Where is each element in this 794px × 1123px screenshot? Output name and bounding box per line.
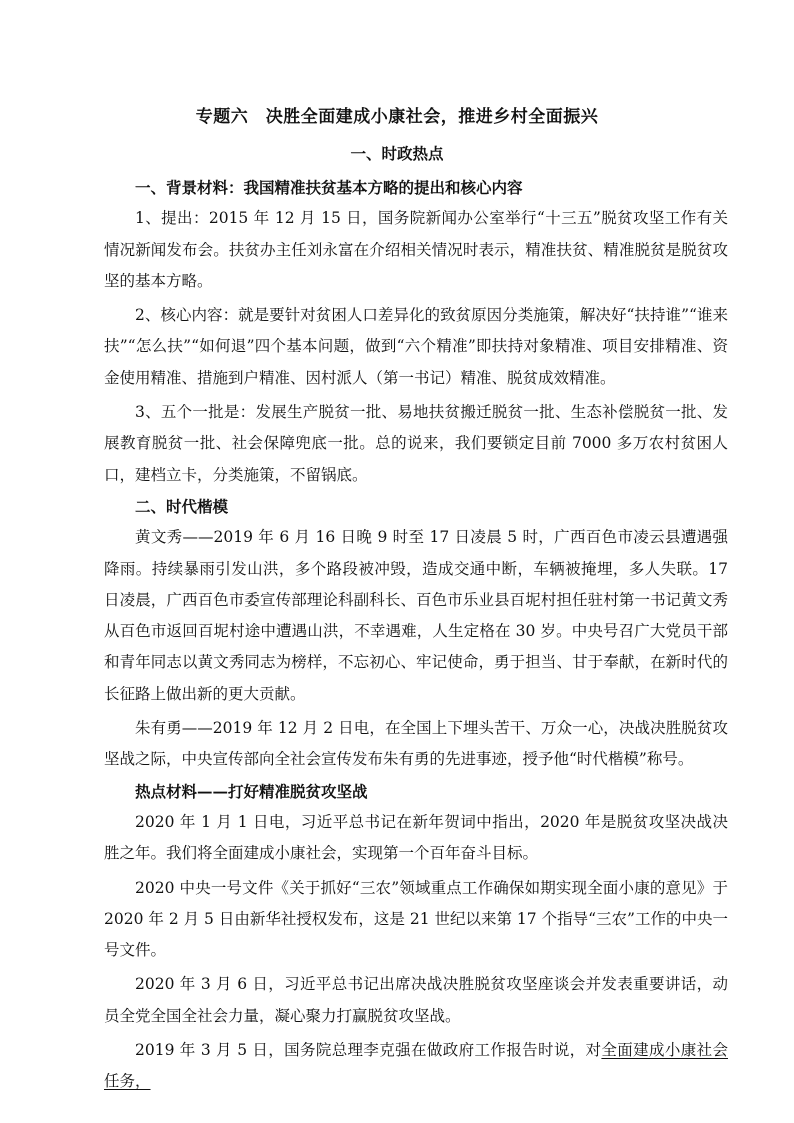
- paragraph-2019-text: 2019 年 3 月 5 日，国务院总理李克强在做政府工作报告时说，对: [135, 1041, 602, 1060]
- paragraph-zhu-youyong: 朱有勇——2019 年 12 月 2 日电，在全国上下埋头苦干、万众一心，决战决胜脱贫攻坚战之际，中央宣传部向全社会宣传发布朱有勇的先进事迹，授予他“时代楷模”称号。: [104, 719, 728, 769]
- paragraph-central-document-one: 2020 中央一号文件《关于抓好“三农”领域重点工作确保如期实现全面小康的意见》于 2020 年 2 月 5 日由新华社授权发布，这是 21 世纪以来第 17 个指导“三农”工作的中央一号文件。: [104, 878, 728, 960]
- underlined-phrase: 全面建成小康社会任务，: [104, 1041, 728, 1091]
- paragraph-core-content: 2、核心内容：就是要针对贫困人口差异化的致贫原因分类施策，解决好“扶持谁”“谁来扶”“怎么扶”“如何退”四个基本问题，做到“六个精准”即扶持对象精准、项目安排精准、资金使用精准、措施到户精准、因村派人（第一书记）精准、脱贫成效精准。: [104, 306, 728, 387]
- paragraph-proposal: 1、提出：2015 年 12 月 15 日，国务院新闻办公室举行“十三五”脱贫攻坚工作有关情况新闻发布会。扶贫办主任刘永富在介绍相关情况时表示，精准扶贫、精准脱贫是脱贫攻坚的基本方略。: [104, 209, 728, 290]
- paragraph-2020-january: 2020 年 1 月 1 日电，习近平总书记在新年贺词中指出，2020 年是脱贫攻坚决战决胜之年。我们将全面建成小康社会，实现第一个百年奋斗目标。: [104, 812, 728, 863]
- paragraph-2019-march: [104, 1035, 728, 1098]
- paragraph-huang-wenxiu: 黄文秀——2019 年 6 月 16 日晚 9 时至 17 日凌晨 5 时，广西百色市凌云县遭遇强降雨。持续暴雨引发山洪，多个路段被冲毁，造成交通中断，车辆被掩埋，多人失联。17 日凌晨，广西百色市委宣传部理论科副科长、百色市乐业县百坭村担任驻村第一书记黄文秀从百色市返回百坭村途中遭遇山洪，不幸遇难，人生定格在 30 岁。中央号召广大党员干部和青年同志以黄文秀同志为榜样，不忘初心、牢记使命，勇于担当、甘于奉献，在新时代的长征路上做出新的更大贡献。: [104, 528, 728, 703]
- document-body: [104, 172, 728, 1098]
- section-heading-current-affairs: 一、时政热点: [350, 144, 444, 163]
- document-title: 专题六 决胜全面建成小康社会，推进乡村全面振兴: [195, 107, 599, 127]
- subheading-hot-material: 热点材料——打好精准脱贫攻坚战: [135, 781, 368, 801]
- paragraph-five-batches: 3、五个一批是：发展生产脱贫一批、易地扶贫搬迁脱贫一批、生态补偿脱贫一批、发展教育脱贫一批、社会保障兜底一批。总的说来，我们要锁定目前 7000 多万农村贫困人口，建档立卡，分类施策，不留锅底。: [104, 403, 728, 484]
- subheading-background: 一、背景材料：我国精准扶贫基本方略的提出和核心内容: [135, 178, 523, 197]
- subheading-role-models: 二、时代楷模: [135, 496, 229, 516]
- paragraph-2020-march: 2020 年 3 月 6 日，习近平总书记出席决战决胜脱贫攻坚座谈会并发表重要讲话，动员全党全国全社会力量，凝心聚力打赢脱贫攻坚战。: [104, 975, 728, 1025]
